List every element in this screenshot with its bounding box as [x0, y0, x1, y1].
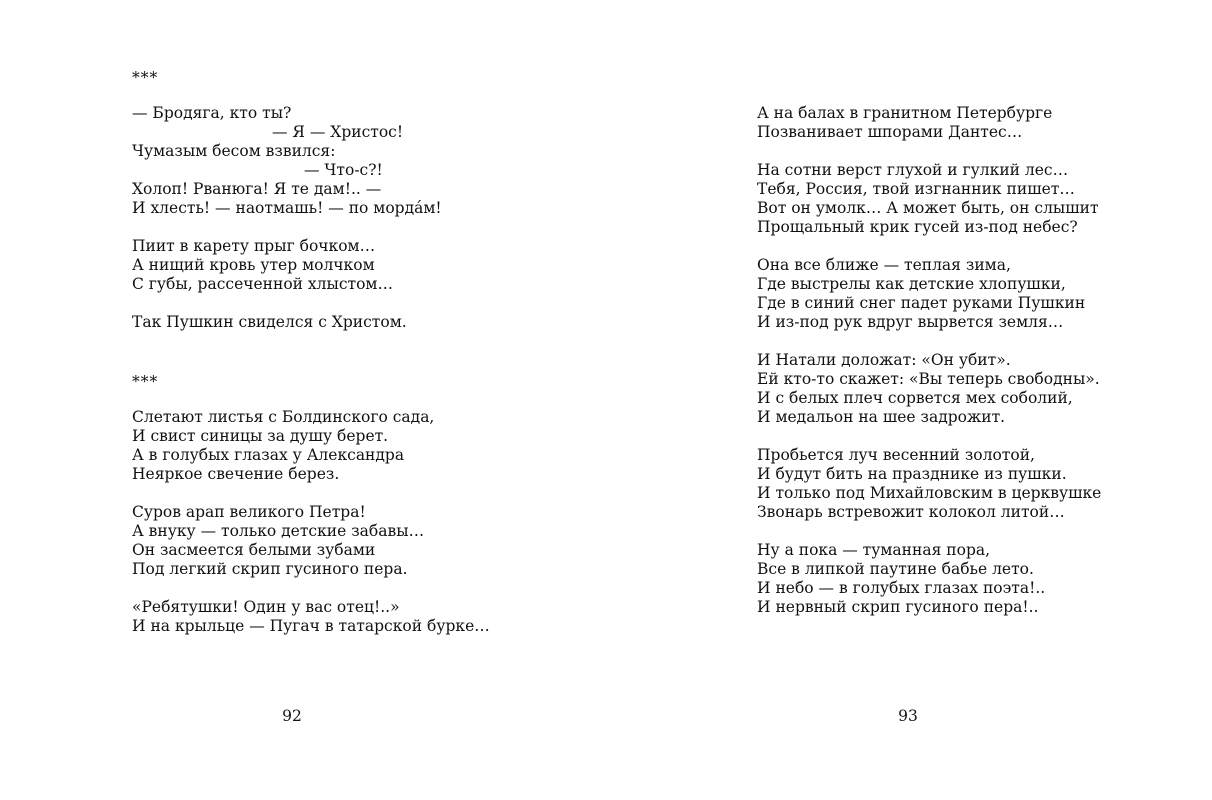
poem-line: Пробьется луч весенний золотой,: [757, 446, 1035, 464]
poem-line: Ей кто-то скажет: «Вы теперь свободны».: [757, 370, 1100, 388]
poem-separator: ***: [132, 373, 159, 391]
poem-separator: ***: [132, 69, 159, 87]
poem-line: — Бродяга, кто ты?: [132, 104, 292, 122]
poem-line: А в голубых глазах у Александра: [132, 446, 405, 464]
right-page: [606, 0, 1212, 800]
poem-line: И только под Михайловским в церквушке: [757, 484, 1102, 502]
poem-line: Слетают листья с Болдинского сада,: [132, 408, 435, 426]
poem-line: Вот он умолк… А может быть, он слышит: [757, 199, 1099, 217]
poem-line: А нищий кровь утер молчком: [132, 256, 375, 274]
left-page-text: [132, 66, 572, 636]
poem-line: А внуку — только детские забавы…: [132, 522, 425, 540]
poem-line: И медальон на шее задрожит.: [757, 408, 1006, 426]
poem-line: И с белых плеч сорвется мех соболий,: [757, 389, 1073, 407]
poem-line: И Натали доложат: «Он убит».: [757, 351, 1011, 369]
poem-line: — Что-с?!: [304, 161, 383, 179]
poem-line: Позванивает шпорами Дантес…: [757, 123, 1023, 141]
poem-line: И нервный скрип гусиного пера!..: [757, 598, 1039, 616]
poem-line: Тебя, Россия, твой изгнанник пишет…: [757, 180, 1075, 198]
poem-line: И на крыльце — Пугач в татарской бурке…: [132, 617, 490, 635]
poem-line: И из-под рук вдруг вырвется земля…: [757, 313, 1064, 331]
poem-line: Так Пушкин свиделся с Христом.: [132, 313, 407, 331]
poem-line: Под легкий скрип гусиного пера.: [132, 560, 408, 578]
poem-line: И свист синицы за душу берет.: [132, 427, 389, 445]
poem-line: Звонарь встревожит колокол литой…: [757, 503, 1065, 521]
poem-line: Прощальный крик гусей из-под небес?: [757, 218, 1078, 236]
right-page-text: [757, 104, 1197, 617]
poem-line: — Я — Христос!: [272, 123, 404, 141]
poem-line: Он засмеется белыми зубами: [132, 541, 376, 559]
poem-line: Она все ближе — теплая зима,: [757, 256, 1011, 274]
poem-line: Чумазым бесом взвился:: [132, 142, 336, 160]
poem-line: И будут бить на празднике из пушки.: [757, 465, 1067, 483]
poem-line: Пиит в карету прыг бочком…: [132, 237, 376, 255]
poem-line: Ну а пока — туманная пора,: [757, 541, 991, 559]
poem-line: Все в липкой паутине бабье лето.: [757, 560, 1034, 578]
poem-line: Где в синий снег падет руками Пушкин: [757, 294, 1086, 312]
poem-line: На сотни верст глухой и гулкий лес…: [757, 161, 1069, 179]
poem-line: С губы, рассеченной хлыстом…: [132, 275, 393, 293]
poem-line: И хлесть! — наотмашь! — по мордáм!: [132, 199, 442, 217]
page-number: 92: [282, 707, 302, 725]
poem-line: Неяркое свечение берез.: [132, 465, 340, 483]
page-number: 93: [898, 707, 918, 725]
poem-line: Холоп! Рванюга! Я те дам!.. —: [132, 180, 382, 198]
poem-line: Где выстрелы как детские хлопушки,: [757, 275, 1066, 293]
poem-line: А на балах в гранитном Петербурге: [757, 104, 1053, 122]
poem-line: И небо — в голубых глазах поэта!..: [757, 579, 1046, 597]
poem-line: Суров арап великого Петра!: [132, 503, 366, 521]
poem-line: «Ребятушки! Один у вас отец!..»: [132, 598, 400, 616]
